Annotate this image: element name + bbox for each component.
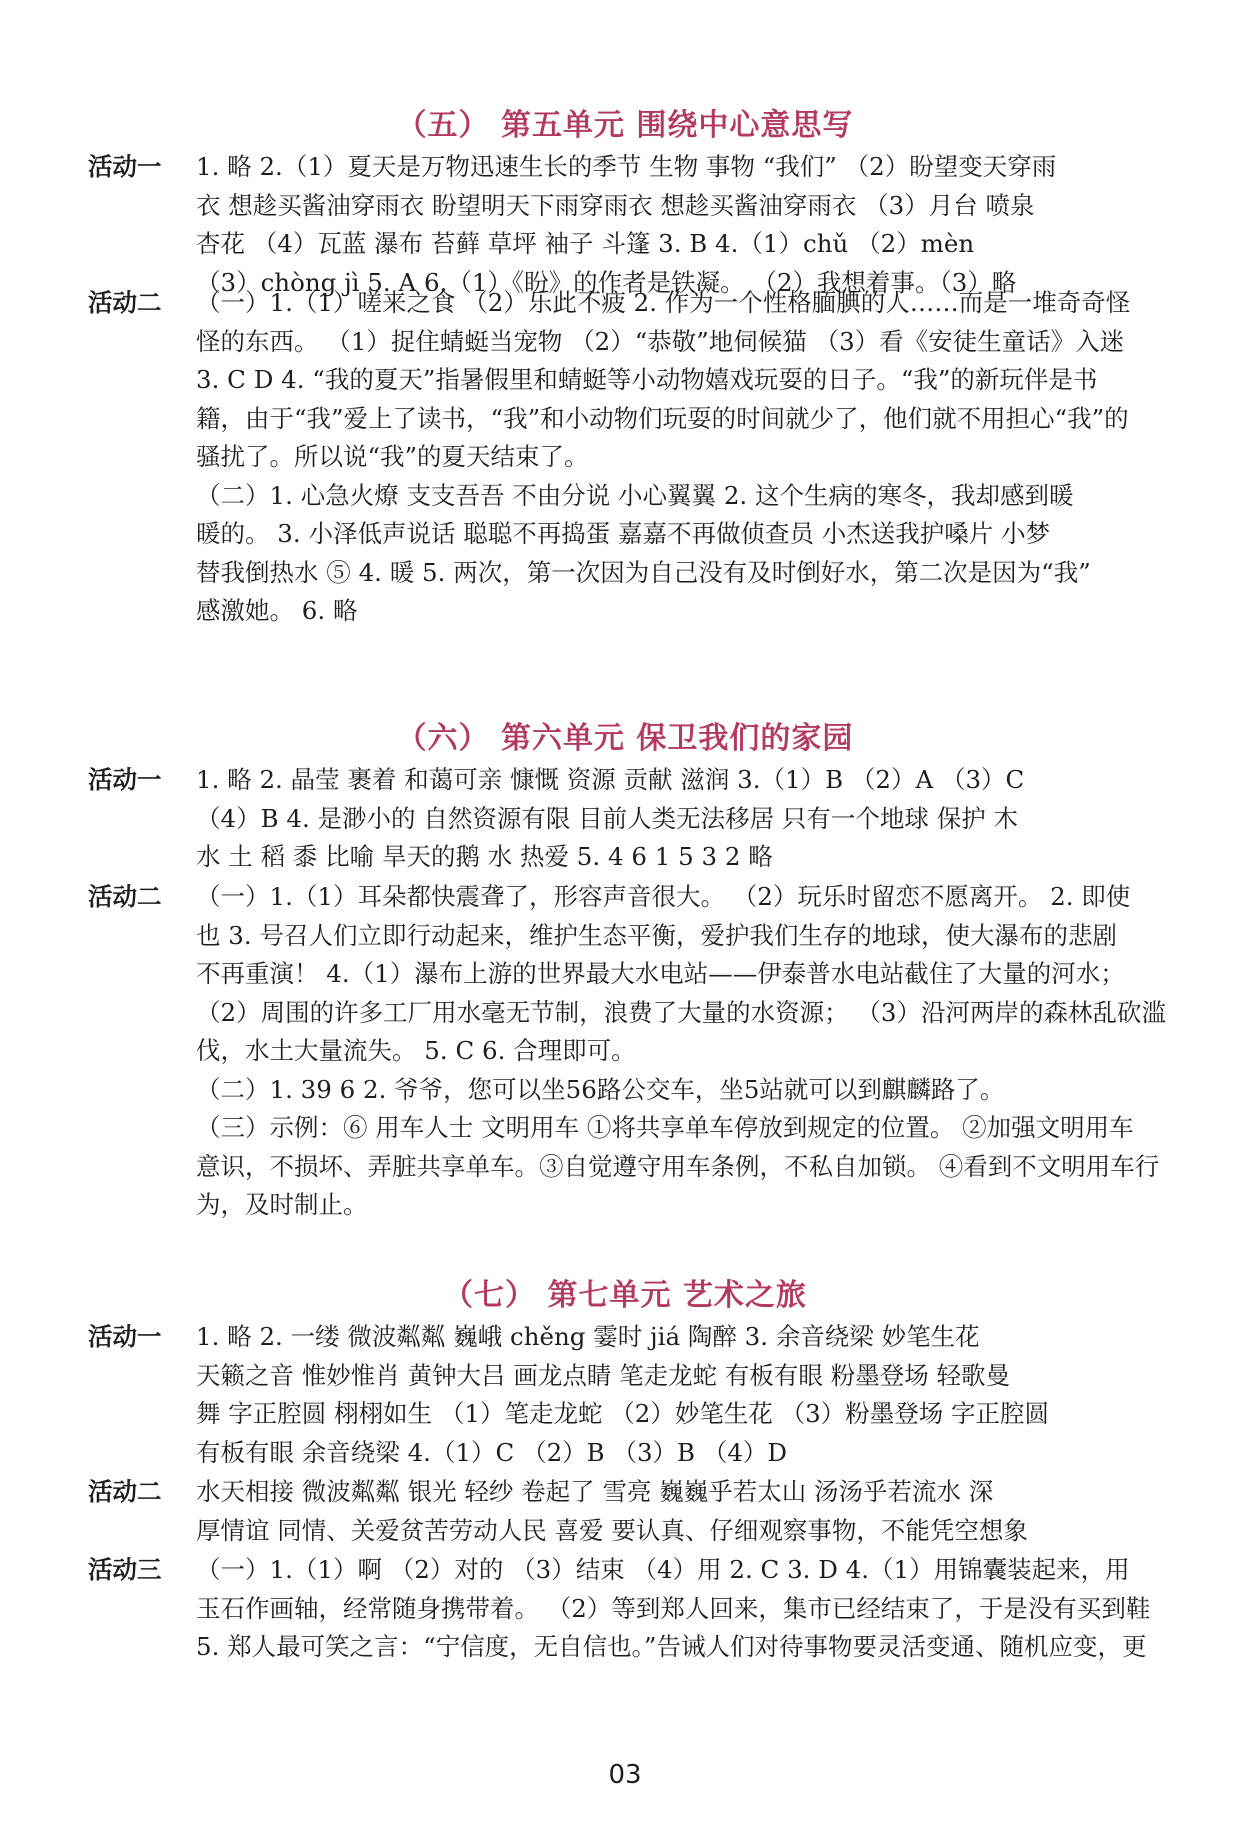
text-line: 1. 略 2. 一缕 微波粼粼 巍峨 chěng 霎时 jiá 陶醉 3. 余音绕梁 妙笔生花 (196, 1322, 980, 1351)
text-line: 籍，由于“我”爱上了读书，“我”和小动物们玩耍的时间就少了，他们就不用担心“我”的 (196, 403, 1129, 433)
text-line: 衣 想趁买酱油穿雨衣 盼望明天下雨穿雨衣 想趁买酱油穿雨衣 （3）月台 喷泉 (196, 190, 1035, 220)
text-line: 骚扰了。所以说“我”的夏天结束了。 (196, 442, 589, 471)
text-line: 天籁之音 惟妙惟肖 黄钟大吕 画龙点睛 笔走龙蛇 有板有眼 粉墨登场 轻歌曼 (196, 1360, 1011, 1390)
unit7-activity-2 (88, 1473, 1198, 1550)
activity-label: 活动三 (88, 1555, 162, 1584)
text-line: 伐，水土大量流失。 5. C 6. 合理即可。 (196, 1036, 636, 1065)
activity-label: 活动一 (88, 1322, 162, 1351)
text-line: 5. 郑人最可笑之言：“宁信度，无自信也。”告诫人们对待事物要灵活变通、随机应变，更 (196, 1632, 1147, 1661)
text-line: （3）chòng jì 5. A 6.（1）《盼》的作者是铁凝。 （2）我想着事。（3）略 (196, 267, 1017, 297)
text-line: 舞 字正腔圆 栩栩如生 （1）笔走龙蛇 （2）妙笔生花 （3）粉墨登场 字正腔圆 (196, 1399, 1049, 1428)
unit6-activity-1 (88, 761, 1198, 877)
text-line: （二）1. 39 6 2. 爷爷，您可以坐56路公交车，坐5站就可以到麒麟路了。 (196, 1074, 1005, 1104)
unit6-activity-2 (88, 878, 1198, 1225)
unit7-activity-3 (88, 1551, 1198, 1667)
text-line: （2）周围的许多工厂用水毫无节制，浪费了大量的水资源； （3）沿河两岸的森林乱砍滥 (196, 997, 1166, 1027)
text-line: （三）示例：⑥ 用车人士 文明用车 ①将共享单车停放到规定的位置。 ②加强文明用车 (196, 1113, 1134, 1142)
activity-label: 活动二 (88, 1477, 162, 1506)
text-line: 为，及时制止。 (196, 1190, 368, 1219)
text-line: （4）B 4. 是渺小的 自然资源有限 目前人类无法移居 只有一个地球 保护 木 (196, 803, 1018, 833)
text-line: （一）1.（1）耳朵都快震聋了，形容声音很大。 （2）玩乐时留恋不愿离开。 2. 即使 (196, 882, 1131, 911)
text-line: （一）1.（1）啊 （2）对的 （3）结束 （4）用 2. C 3. D 4.（1）用锦囊装起来，用 (196, 1555, 1130, 1584)
text-line: 厚情谊 同情、关爱贫苦劳动人民 喜爱 要认真、仔细观察事物，不能凭空想象 (196, 1515, 1028, 1545)
text-line: 也 3. 号召人们立即行动起来，维护生态平衡，爱护我们生存的地球，使大瀑布的悲剧 (196, 920, 1117, 950)
text-line: 有板有眼 余音绕梁 4.（1）C （2）B （3）B （4）D (196, 1437, 788, 1467)
text-line: 意识，不损坏、弄脏共享单车。③自觉遵守用车条例，不私自加锁。 ④看到不文明用车行 (196, 1151, 1160, 1181)
text-line: （二）1. 心急火燎 支支吾吾 不由分说 小心翼翼 2. 这个生病的寒冬，我却感到暖 (196, 480, 1074, 510)
text-line: 暖的。 3. 小泽低声说话 聪聪不再捣蛋 嘉嘉不再做侦查员 小杰送我护嗓片 小梦 (196, 519, 1051, 548)
unit7-activity-1 (88, 1318, 1198, 1472)
section-title-unit5: （五） 第五单元 围绕中心意思写 (396, 108, 854, 143)
text-line: 1. 略 2. 晶莹 裹着 和蔼可亲 慷慨 资源 贡献 滋润 3.（1）B （2）A （3）C (196, 765, 1025, 794)
text-line: 玉石作画轴，经常随身携带着。 （2）等到郑人回来，集市已经结束了，于是没有买到鞋 (196, 1593, 1151, 1623)
text-line: 1. 略 2.（1）夏天是万物迅速生长的季节 生物 事物 “我们” （2）盼望变天穿雨 (196, 152, 1057, 181)
activity-label: 活动一 (88, 765, 162, 794)
section-title-unit7: （七） 第七单元 艺术之旅 (443, 1278, 807, 1313)
text-line: 不再重演！ 4.（1）瀑布上游的世界最大水电站——伊泰普水电站截住了大量的河水； (196, 959, 1125, 988)
unit5-activity-1 (88, 148, 1198, 302)
text-line: （一）1.（1）嗟来之食 （2）乐此不疲 2. 作为一个性格腼腆的人……而是一堆奇奇怪 (196, 288, 1131, 317)
page-number: 03 (608, 1760, 642, 1790)
activity-label: 活动二 (88, 288, 162, 317)
text-line: 杏花 （4）瓦蓝 瀑布 苔藓 草坪 袖子 斗篷 3. B 4.（1）chǔ （2）mèn (196, 229, 975, 258)
activity-label: 活动二 (88, 882, 162, 911)
text-line: 水 土 稻 黍 比喻 旱天的鹅 水 热爱 5. 4 6 1 5 3 2 略 (196, 842, 773, 871)
text-line: 感激她。 6. 略 (196, 596, 358, 625)
text-line: 怪的东西。 （1）捉住蜻蜓当宠物 （2）“恭敬”地伺候猫 （3）看《安徒生童话》入迷 (196, 326, 1125, 356)
text-line: 水天相接 微波粼粼 银光 轻纱 卷起了 雪亮 巍巍乎若太山 汤汤乎若流水 深 (196, 1477, 994, 1506)
activity-label: 活动一 (88, 152, 162, 181)
section-title-unit6: （六） 第六单元 保卫我们的家园 (396, 721, 854, 756)
unit5-activity-2 (88, 284, 1198, 631)
text-line: 3. C D 4. “我的夏天”指暑假里和蜻蜓等小动物嬉戏玩耍的日子。“我”的新玩伴是书 (196, 365, 1098, 394)
text-line: 替我倒热水 ⑤ 4. 暖 5. 两次，第一次因为自己没有及时倒好水，第二次是因为“我” (196, 557, 1091, 587)
